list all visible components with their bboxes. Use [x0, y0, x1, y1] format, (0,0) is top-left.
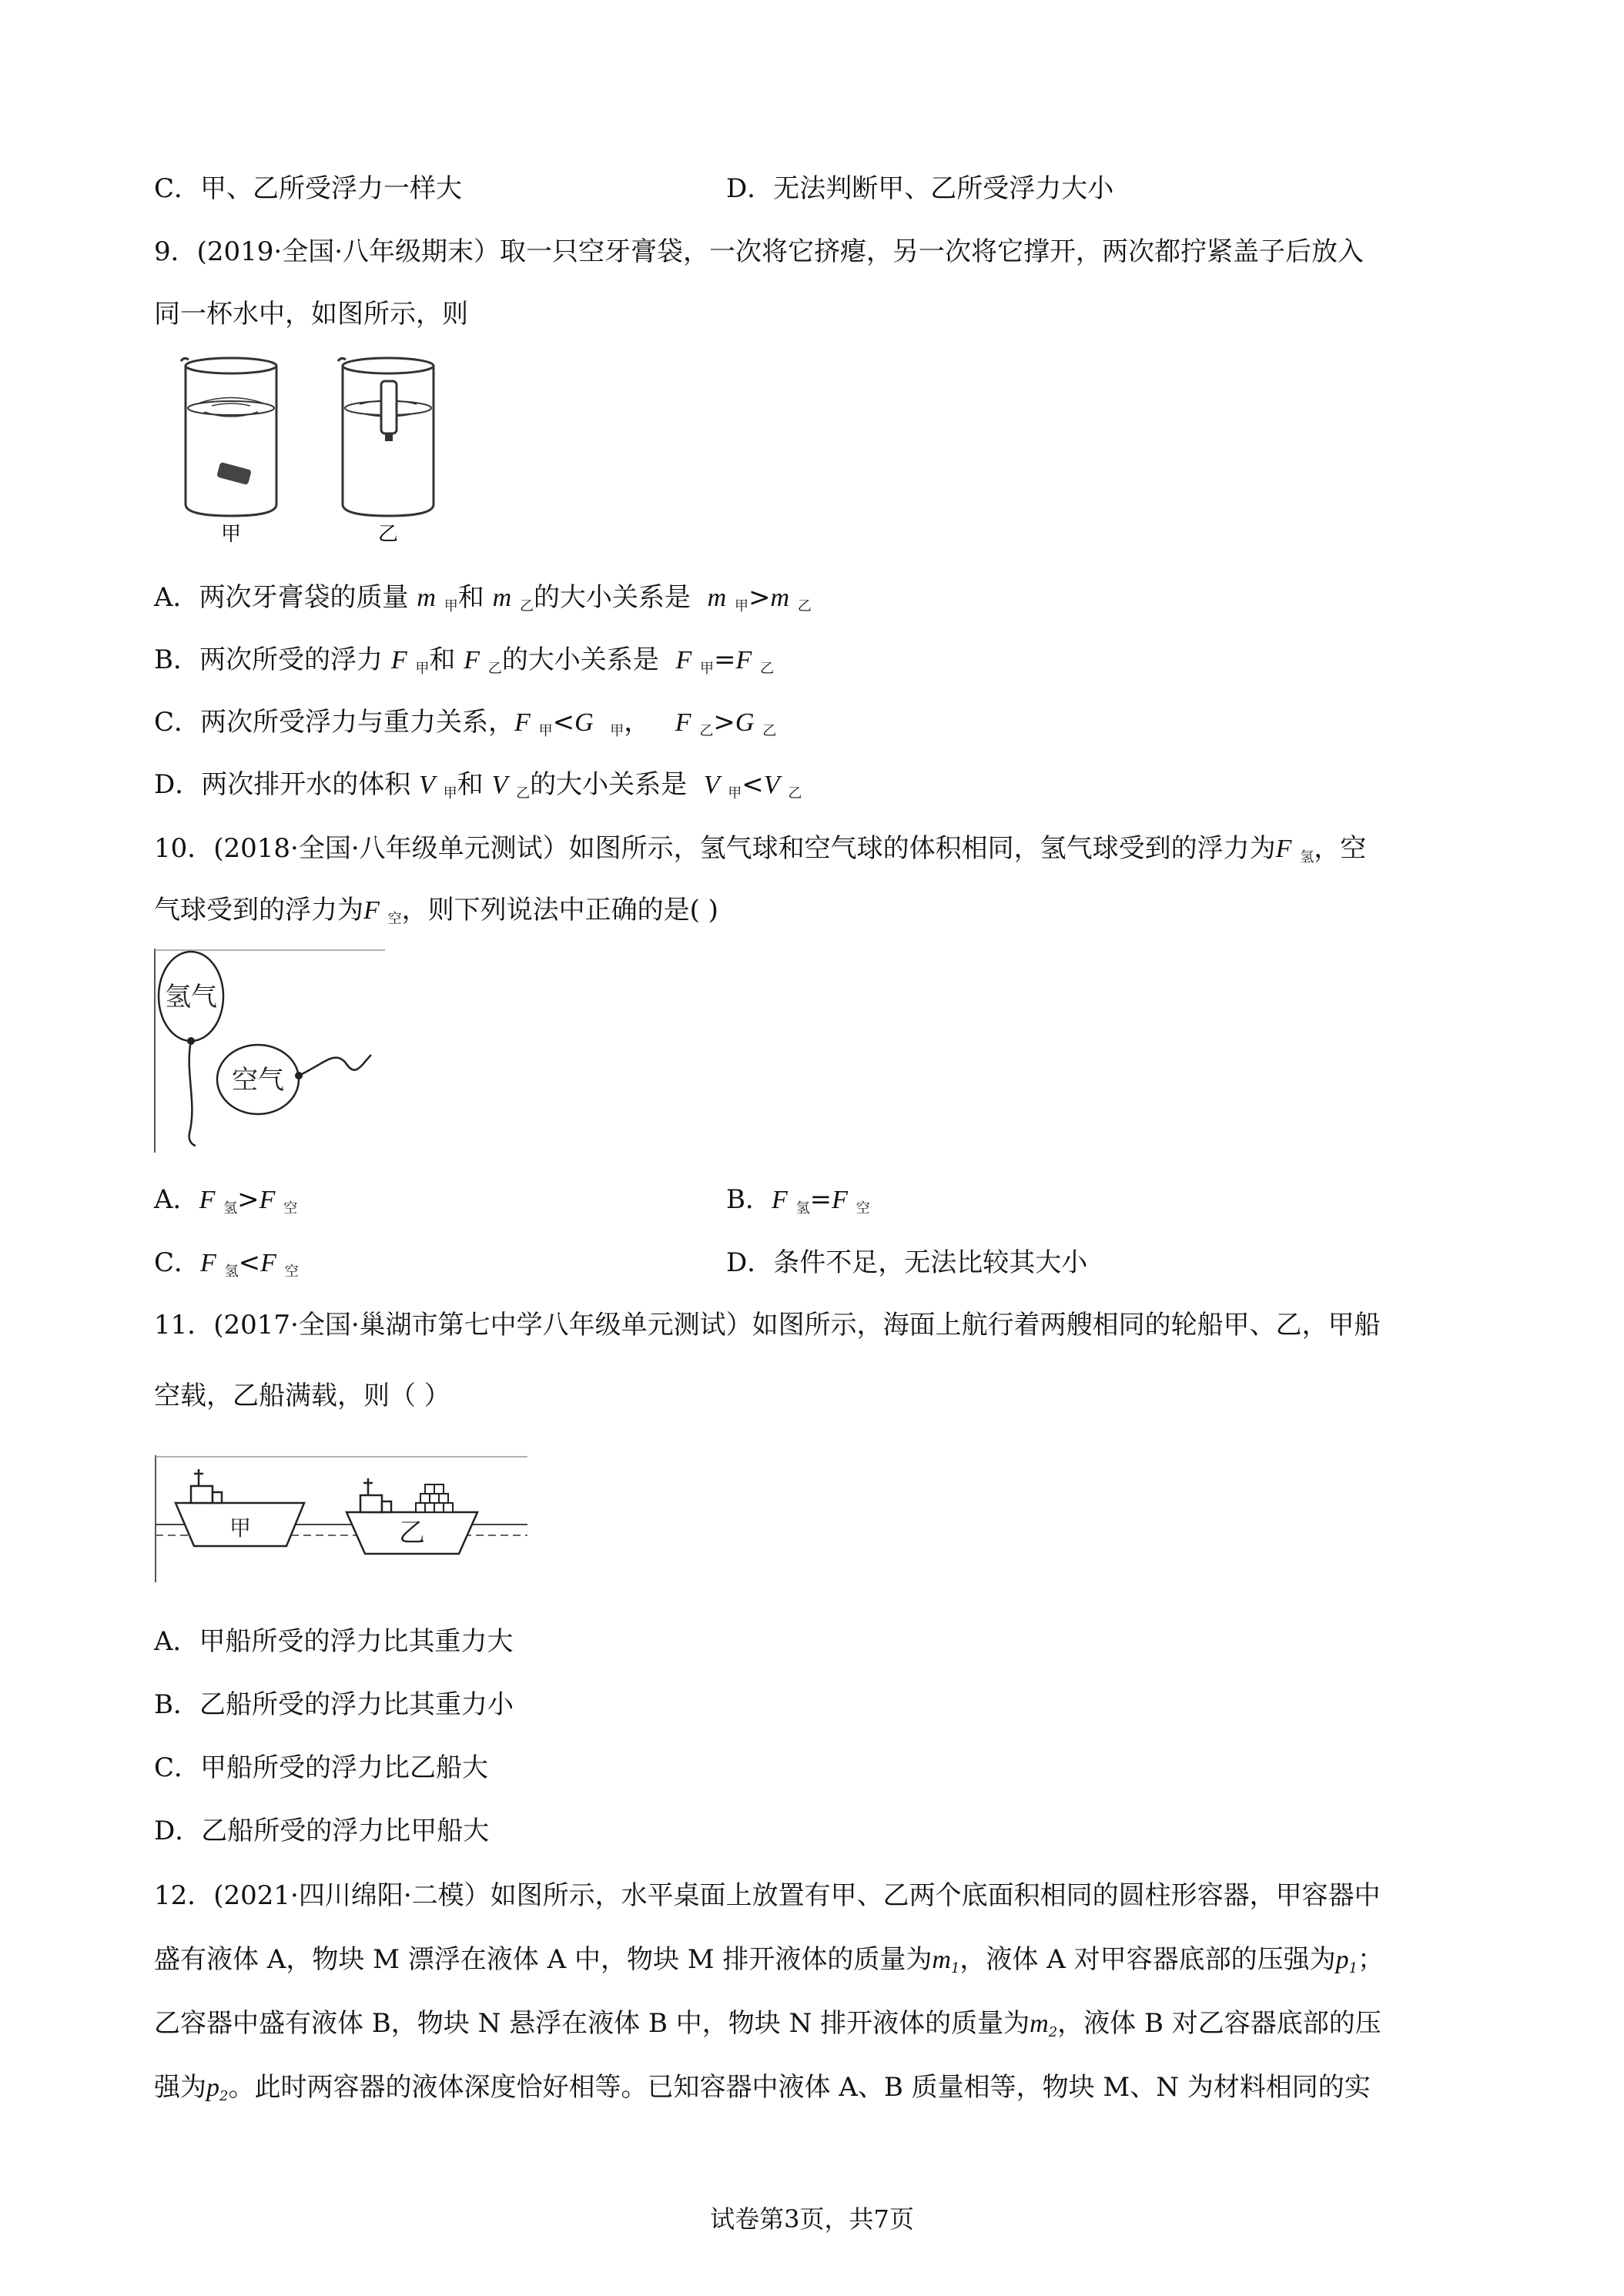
q10-stem-line1: 10．(2018·全国·八年级单元测试）如图所示，氢气球和空气球的体积相同，氢气球受到的浮力为F $_氢$，空 — [154, 833, 1367, 865]
q10-stem-line2: 气球受到的浮力为F $_空$，则下列说法中正确的是( ) — [154, 895, 718, 927]
q9-option-a: A．两次牙膏袋的质量 m $_甲$和 m $_乙$的大小关系是 m $_甲$>m $_乙$ — [154, 582, 812, 614]
q8-option-c: C．甲、乙所受浮力一样大 — [154, 173, 463, 204]
q11-figure-label-yi: 乙 — [399, 1518, 425, 1548]
q9-figure-beakers — [158, 350, 470, 551]
q9-option-d: D．两次排开水的体积 V $_甲$和 V $_乙$的大小关系是 V $_甲$<V $_乙$ — [154, 769, 802, 802]
q10-option-c: C．F $_氢$<F $_空$ — [154, 1247, 299, 1280]
q12-line3: 乙容器中盛有液体 B，物块 N 悬浮在液体 B 中，物块 N 排开液体的质量为$m_2$，液体 B 对乙容器底部的压 — [154, 2008, 1381, 2040]
q10-option-b: B．F $_氢$=F $_空$ — [726, 1184, 870, 1217]
q9-figure-label-yi: 乙 — [377, 523, 399, 546]
q10-figure-balloons — [154, 949, 385, 1153]
open-tube-shape — [381, 381, 397, 433]
q9-option-c: C．两次所受浮力与重力关系，F $_甲$<G $_甲$， F $_乙$>G $_乙$ — [154, 707, 777, 739]
q11-option-d: D．乙船所受的浮力比甲船大 — [154, 1816, 490, 1846]
q9-stem-line2: 同一杯水中，如图所示，则 — [154, 299, 468, 330]
page-footer: 试卷第3页，共7页 — [710, 2204, 914, 2234]
q11-figure-ships — [154, 1455, 527, 1582]
q11-option-a: A．甲船所受的浮力比其重力大 — [154, 1626, 514, 1657]
q11-option-b: B．乙船所受的浮力比其重力小 — [154, 1689, 514, 1720]
q10-figure-label-air: 空气 — [232, 1065, 284, 1096]
q12-line2: 盛有液体 A，物块 M 漂浮在液体 A 中，物块 M 排开液体的质量为$m_1$，液体 A 对甲容器底部的压强为$p_1$； — [154, 1944, 1385, 1976]
q11-stem-line2: 空载，乙船满载，则（ ） — [154, 1381, 450, 1411]
q12-line4: 强为$p_2$。此时两容器的液体深度恰好相等。已知容器中液体 A、B 质量相等，物块 M、N 为材料相同的实 — [154, 2072, 1371, 2104]
q10-figure-label-hydrogen: 氢气 — [165, 982, 217, 1012]
q11-option-c: C．甲船所受的浮力比乙船大 — [154, 1752, 489, 1783]
q11-stem-line1: 11．(2017·全国·巢湖市第七中学八年级单元测试）如图所示，海面上航行着两艘相同的轮船甲、乙，甲船 — [154, 1310, 1381, 1340]
q9-option-b: B．两次所受的浮力 F $_甲$和 F $_乙$的大小关系是 F $_甲$=F $_乙$ — [154, 644, 775, 677]
ship-yi-cargo — [416, 1484, 453, 1512]
q9-figure-label-jia: 甲 — [220, 523, 242, 546]
q8-option-d: D．无法判断甲、乙所受浮力大小 — [726, 173, 1114, 204]
q10-option-d: D．条件不足，无法比较其大小 — [726, 1247, 1088, 1278]
q9-stem-line1: 9．(2019·全国·八年级期末）取一只空牙膏袋，一次将它挤瘪，另一次将它撑开，两次都拧紧盖子后放入 — [154, 236, 1364, 267]
q10-option-a: A．F $_氢$>F $_空$ — [154, 1184, 298, 1217]
q11-figure-label-jia: 甲 — [229, 1515, 252, 1541]
q12-line1: 12．(2021·四川绵阳·二模）如图所示，水平桌面上放置有甲、乙两个底面积相同的圆柱形容器，甲容器中 — [154, 1880, 1381, 1911]
